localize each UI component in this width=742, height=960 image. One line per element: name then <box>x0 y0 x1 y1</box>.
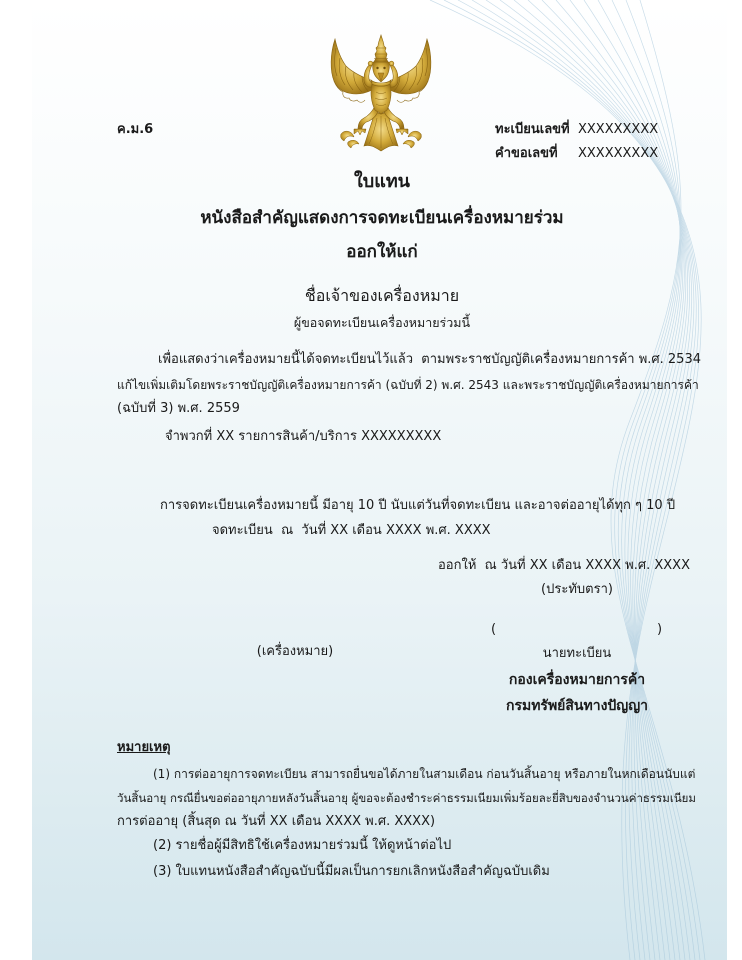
note-line: (1) การต่ออายุการจดทะเบียน สามารถยื่นขอได้ภายในสามเดือน ก่อนวันสิ้นอายุ หรือภายในหกเดือนนับแต่ <box>153 767 696 781</box>
application-no-label: คำขอเลขที่ <box>495 146 558 161</box>
registered-date-line: จดทะเบียน ณ วันที่ XX เดือน XXXX พ.ศ. XXXX <box>212 523 491 538</box>
signature-open-paren: ( <box>491 622 497 637</box>
body-paragraph-line: (ฉบับที่ 3) พ.ศ. 2559 <box>117 401 240 416</box>
garuda-emblem <box>328 34 434 152</box>
mark-placeholder: (เครื่องหมาย) <box>256 644 334 659</box>
title-replacement: ใบแทน <box>354 171 410 192</box>
registration-no-value: XXXXXXXXX <box>578 122 659 137</box>
class-line: จำพวกที่ XX รายการสินค้า/บริการ XXXXXXXXX <box>165 429 442 444</box>
office-name: กองเครื่องหมายการค้า <box>508 672 646 688</box>
owner-name: ชื่อเจ้าของเครื่องหมาย <box>304 286 460 305</box>
department-name: กรมทรัพย์สินทางปัญญา <box>505 698 649 714</box>
issued-date-line: ออกให้ ณ วันที่ XX เดือน XXXX พ.ศ. XXXX <box>437 558 690 573</box>
body-paragraph-line: เพื่อแสดงว่าเครื่องหมายนี้ได้จดทะเบียนไว้แล้ว ตามพระราชบัญญัติเครื่องหมายการค้า พ.ศ. 2534 <box>158 352 701 367</box>
signature-close-paren: ) <box>657 622 663 637</box>
emblem-crown <box>374 35 388 62</box>
note-line: การต่ออายุ (สิ้นสุด ณ วันที่ XX เดือน XXXX พ.ศ. XXXX) <box>117 814 436 829</box>
seal-placeholder: (ประทับตรา) <box>541 582 613 597</box>
note-line: (3) ใบแทนหนังสือสำคัญฉบับนี้มีผลเป็นการยกเลิกหนังสือสำคัญฉบับเดิม <box>153 864 550 879</box>
application-no-value: XXXXXXXXX <box>578 146 659 161</box>
body-paragraph-line: แก้ไขเพิ่มเติมโดยพระราชบัญญัติเครื่องหมายการค้า (ฉบับที่ 2) พ.ศ. 2543 และพระราชบัญญัติเครื่องหมายการค้า <box>117 378 699 392</box>
notes-heading: หมายเหตุ <box>117 740 171 755</box>
owner-caption: ผู้ขอจดทะเบียนเครื่องหมายร่วมนี้ <box>293 315 471 330</box>
form-code: ค.ม.6 <box>117 122 154 137</box>
note-line: (2) รายชื่อผู้มีสิทธิใช้เครื่องหมายร่วมนี้ ให้ดูหน้าต่อไป <box>153 838 452 853</box>
note-line: วันสิ้นอายุ กรณียื่นขอต่ออายุภายหลังวันสิ้นอายุ ผู้ขอจะต้องชำระค่าธรรมเนียมเพิ่มร้อยละยี่สิบของจำนวนค่าธรรมเนียม <box>117 791 696 805</box>
validity-line: การจดทะเบียนเครื่องหมายนี้ มีอายุ 10 ปี นับแต่วันที่จดทะเบียน และอาจต่ออายุได้ทุก ๆ 10 ปี <box>160 498 676 513</box>
title-issued-to: ออกให้แก่ <box>346 242 418 262</box>
title-certificate: หนังสือสำคัญแสดงการจดทะเบียนเครื่องหมายร่วม <box>200 208 564 228</box>
registrar-title: นายทะเบียน <box>542 646 612 661</box>
registration-no-label: ทะเบียนเลขที่ <box>495 122 570 137</box>
